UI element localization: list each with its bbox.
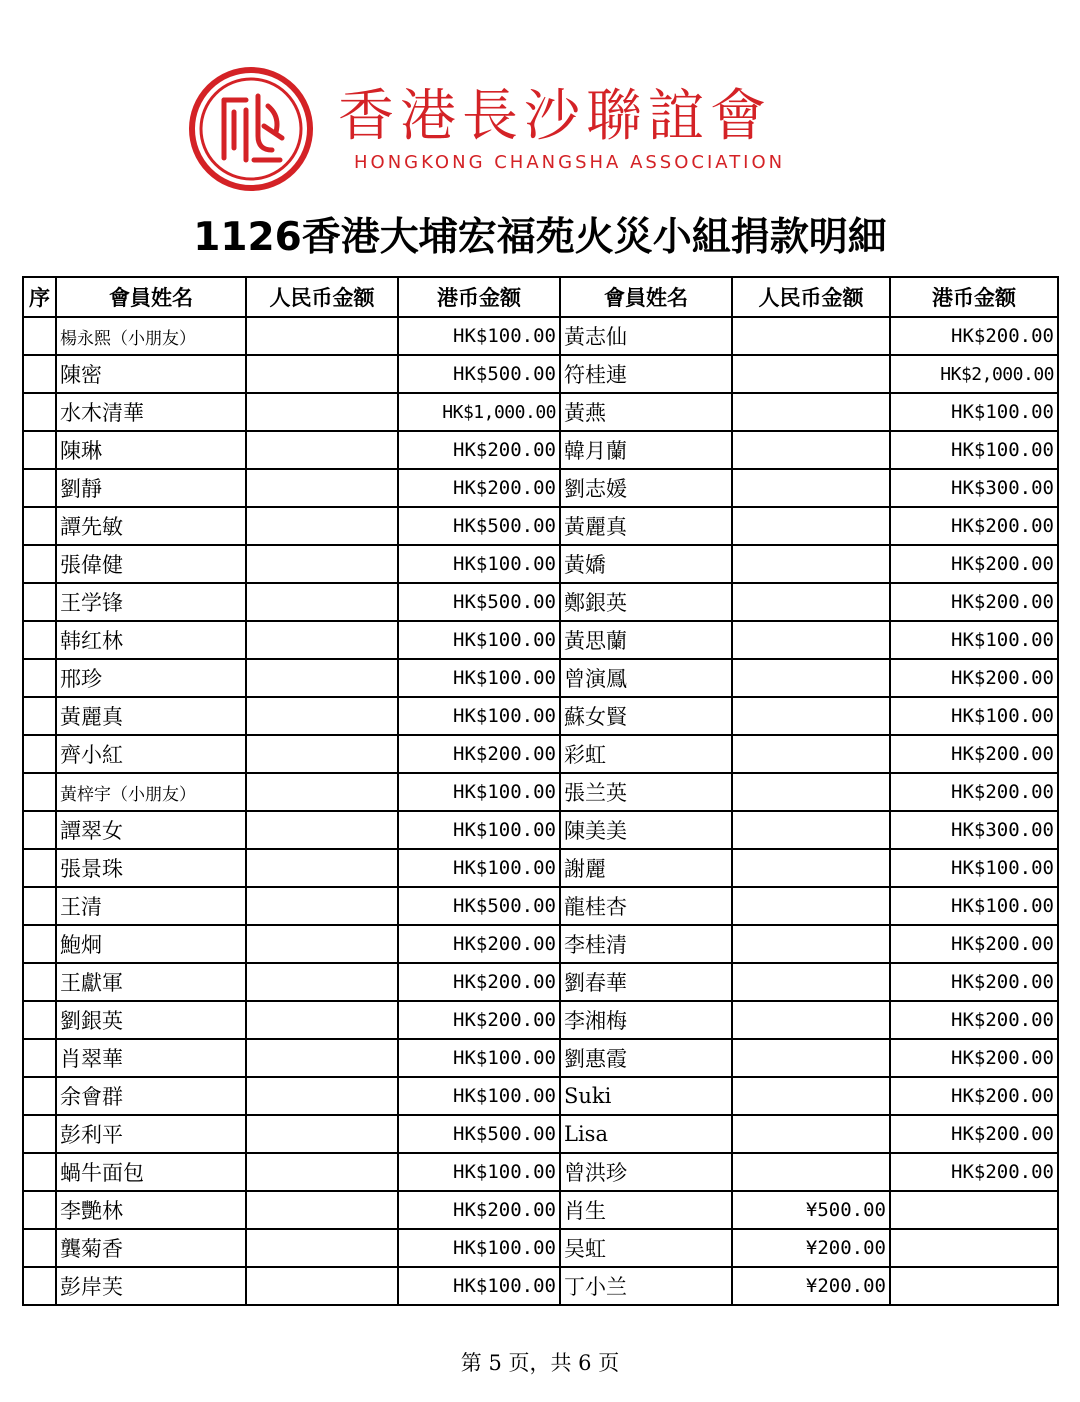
cell-hkd-amount-2: HK$300.00 [890,811,1058,849]
table-header-row [23,277,1058,317]
cell-hkd-amount-2: HK$200.00 [890,1077,1058,1115]
cell-member-name: 彭岸芙 [56,1267,246,1305]
cell-member-name: 黃梓宇（小朋友） [56,773,246,811]
cell-rmb-amount-2 [732,545,890,583]
cell-hkd-amount-2: HK$200.00 [890,545,1058,583]
cell-rmb-amount [246,355,398,393]
cell-rmb-amount [246,431,398,469]
cell-member-name-2: 劉春華 [560,963,732,1001]
table-row [23,545,1058,583]
cell-hkd-amount: HK$100.00 [398,697,560,735]
org-name-chinese: 香港長沙聯誼會 [338,84,772,149]
cell-hkd-amount: HK$500.00 [398,355,560,393]
cell-member-name: 鮑炯 [56,925,246,963]
table-row [23,697,1058,735]
cell-rmb-amount [246,849,398,887]
cell-seq [23,849,56,887]
cell-member-name-2: 李湘梅 [560,1001,732,1039]
cell-rmb-amount-2 [732,659,890,697]
cell-hkd-amount: HK$100.00 [398,849,560,887]
cell-rmb-amount [246,963,398,1001]
cell-member-name-2: 丁小兰 [560,1267,732,1305]
cell-hkd-amount-2: HK$200.00 [890,1115,1058,1153]
cell-rmb-amount-2 [732,355,890,393]
table-row [23,583,1058,621]
cell-member-name-2: 韓月蘭 [560,431,732,469]
cell-member-name: 楊永熙（小朋友） [56,317,246,355]
cell-rmb-amount-2 [732,887,890,925]
cell-rmb-amount [246,469,398,507]
table-row [23,963,1058,1001]
cell-seq [23,469,56,507]
cell-rmb-amount-2 [732,773,890,811]
cell-hkd-amount: HK$100.00 [398,1077,560,1115]
cell-member-name: 彭利平 [56,1115,246,1153]
table-row [23,469,1058,507]
table-row [23,507,1058,545]
cell-hkd-amount: HK$500.00 [398,583,560,621]
cell-hkd-amount-2: HK$100.00 [890,393,1058,431]
cell-rmb-amount-2 [732,1039,890,1077]
cell-rmb-amount-2 [732,431,890,469]
cell-member-name: 李艷林 [56,1191,246,1229]
cell-hkd-amount-2: HK$200.00 [890,659,1058,697]
cell-seq [23,925,56,963]
cell-hkd-amount-2: HK$300.00 [890,469,1058,507]
cell-hkd-amount: HK$100.00 [398,1229,560,1267]
cell-member-name: 水木清華 [56,393,246,431]
cell-rmb-amount-2 [732,735,890,773]
cell-member-name-2: Suki [560,1077,732,1115]
page-number: 第 5 页，共 6 页 [460,1351,620,1375]
cell-rmb-amount [246,545,398,583]
cell-seq [23,1077,56,1115]
cell-rmb-amount-2 [732,1115,890,1153]
cell-member-name: 韩红林 [56,621,246,659]
cell-rmb-amount [246,735,398,773]
table-row [23,1191,1058,1229]
cell-hkd-amount-2: HK$200.00 [890,583,1058,621]
cell-rmb-amount [246,1077,398,1115]
column-header-rmb-amount: 人民币金额 [246,277,398,317]
cell-rmb-amount-2: ¥200.00 [732,1229,890,1267]
cell-hkd-amount-2: HK$200.00 [890,735,1058,773]
cell-hkd-amount-2: HK$100.00 [890,431,1058,469]
cell-seq [23,317,56,355]
cell-seq [23,1039,56,1077]
cell-hkd-amount: HK$100.00 [398,317,560,355]
table-row [23,735,1058,773]
cell-rmb-amount [246,697,398,735]
cell-rmb-amount [246,1267,398,1305]
cell-seq [23,659,56,697]
cell-seq [23,697,56,735]
cell-hkd-amount: HK$100.00 [398,659,560,697]
cell-member-name: 余會群 [56,1077,246,1115]
cell-rmb-amount [246,1229,398,1267]
table-row [23,621,1058,659]
cell-member-name: 張景珠 [56,849,246,887]
cell-rmb-amount-2 [732,583,890,621]
cell-hkd-amount: HK$100.00 [398,545,560,583]
table-row [23,1229,1058,1267]
cell-member-name: 陳琳 [56,431,246,469]
cell-hkd-amount: HK$200.00 [398,963,560,1001]
cell-rmb-amount-2 [732,1001,890,1039]
cell-hkd-amount: HK$100.00 [398,1153,560,1191]
cell-rmb-amount [246,887,398,925]
cell-member-name-2: 肖生 [560,1191,732,1229]
cell-member-name-2: 謝麗 [560,849,732,887]
cell-member-name-2: 曾洪珍 [560,1153,732,1191]
cell-member-name-2: 曾演鳳 [560,659,732,697]
cell-member-name-2: 龍桂杏 [560,887,732,925]
table-row [23,1153,1058,1191]
cell-hkd-amount-2: HK$100.00 [890,697,1058,735]
cell-hkd-amount: HK$100.00 [398,621,560,659]
cell-hkd-amount-2: HK$200.00 [890,1001,1058,1039]
cell-hkd-amount: HK$200.00 [398,431,560,469]
cell-member-name-2: Lisa [560,1115,732,1153]
cell-member-name: 譚翠女 [56,811,246,849]
cell-rmb-amount-2: ¥500.00 [732,1191,890,1229]
org-name-english: HONGKONG CHANGSHA ASSOCIATION [354,152,786,173]
cell-member-name-2: 黃志仙 [560,317,732,355]
cell-seq [23,393,56,431]
cell-rmb-amount [246,1153,398,1191]
column-header-member-name: 會員姓名 [56,277,246,317]
cell-member-name: 劉靜 [56,469,246,507]
table-row [23,849,1058,887]
cell-member-name-2: 陳美美 [560,811,732,849]
cell-member-name-2: 劉志媛 [560,469,732,507]
cell-hkd-amount-2 [890,1229,1058,1267]
cell-seq [23,735,56,773]
table-row [23,1115,1058,1153]
cell-hkd-amount-2: HK$200.00 [890,925,1058,963]
cell-rmb-amount-2: ¥200.00 [732,1267,890,1305]
cell-member-name-2: 黃麗真 [560,507,732,545]
cell-rmb-amount-2 [732,1153,890,1191]
cell-seq [23,431,56,469]
cell-member-name: 王獻軍 [56,963,246,1001]
cell-hkd-amount: HK$500.00 [398,887,560,925]
cell-member-name: 黃麗真 [56,697,246,735]
column-header-hkd-amount-2: 港币金额 [890,277,1058,317]
cell-seq [23,1267,56,1305]
cell-hkd-amount: HK$200.00 [398,469,560,507]
cell-rmb-amount-2 [732,1077,890,1115]
cell-rmb-amount-2 [732,849,890,887]
cell-member-name: 邢珍 [56,659,246,697]
cell-hkd-amount-2: HK$100.00 [890,849,1058,887]
cell-hkd-amount-2: HK$200.00 [890,1039,1058,1077]
cell-seq [23,621,56,659]
table-row [23,1039,1058,1077]
cell-hkd-amount-2: HK$200.00 [890,773,1058,811]
cell-rmb-amount [246,811,398,849]
column-header-seq: 序 [23,277,56,317]
association-logo-icon [188,66,314,192]
cell-member-name-2: 符桂連 [560,355,732,393]
table-row [23,1001,1058,1039]
cell-rmb-amount [246,1039,398,1077]
cell-rmb-amount [246,317,398,355]
table-row [23,393,1058,431]
cell-hkd-amount: HK$200.00 [398,925,560,963]
cell-hkd-amount-2: HK$200.00 [890,507,1058,545]
cell-rmb-amount-2 [732,507,890,545]
cell-rmb-amount-2 [732,621,890,659]
cell-rmb-amount [246,659,398,697]
donation-table [22,276,1059,1306]
cell-rmb-amount [246,773,398,811]
cell-hkd-amount-2 [890,1191,1058,1229]
cell-hkd-amount: HK$200.00 [398,735,560,773]
column-header-hkd-amount: 港币金额 [398,277,560,317]
cell-rmb-amount [246,393,398,431]
table-row [23,355,1058,393]
cell-rmb-amount-2 [732,317,890,355]
cell-hkd-amount: HK$100.00 [398,773,560,811]
cell-hkd-amount-2: HK$100.00 [890,887,1058,925]
cell-member-name: 龔菊香 [56,1229,246,1267]
cell-rmb-amount-2 [732,963,890,1001]
cell-member-name-2: 黃思蘭 [560,621,732,659]
cell-rmb-amount-2 [732,811,890,849]
cell-hkd-amount-2: HK$2,000.00 [890,355,1058,393]
table-row [23,773,1058,811]
cell-seq [23,811,56,849]
cell-seq [23,773,56,811]
cell-rmb-amount-2 [732,469,890,507]
table-row [23,431,1058,469]
cell-member-name: 陳密 [56,355,246,393]
cell-seq [23,1115,56,1153]
cell-seq [23,1153,56,1191]
cell-hkd-amount-2: HK$200.00 [890,317,1058,355]
cell-member-name-2: 鄭銀英 [560,583,732,621]
cell-seq [23,507,56,545]
cell-hkd-amount-2: HK$100.00 [890,621,1058,659]
cell-seq [23,1001,56,1039]
cell-member-name-2: 蘇女賢 [560,697,732,735]
cell-rmb-amount [246,1191,398,1229]
cell-member-name-2: 彩虹 [560,735,732,773]
cell-rmb-amount [246,925,398,963]
cell-seq [23,355,56,393]
cell-rmb-amount [246,1115,398,1153]
column-header-rmb-amount-2: 人民币金额 [732,277,890,317]
cell-hkd-amount: HK$200.00 [398,1001,560,1039]
cell-rmb-amount-2 [732,393,890,431]
cell-hkd-amount: HK$100.00 [398,1267,560,1305]
cell-member-name-2: 黃嬌 [560,545,732,583]
cell-hkd-amount-2: HK$200.00 [890,963,1058,1001]
cell-hkd-amount: HK$100.00 [398,811,560,849]
cell-hkd-amount-2: HK$200.00 [890,1153,1058,1191]
cell-member-name: 王清 [56,887,246,925]
cell-member-name-2: 劉惠霞 [560,1039,732,1077]
cell-seq [23,1191,56,1229]
cell-rmb-amount [246,583,398,621]
cell-seq [23,545,56,583]
cell-member-name-2: 吴虹 [560,1229,732,1267]
cell-seq [23,1229,56,1267]
cell-seq [23,887,56,925]
cell-hkd-amount: HK$200.00 [398,1191,560,1229]
cell-member-name-2: 黃燕 [560,393,732,431]
cell-member-name: 蝸牛面包 [56,1153,246,1191]
cell-hkd-amount-2 [890,1267,1058,1305]
cell-member-name-2: 張兰英 [560,773,732,811]
cell-rmb-amount-2 [732,925,890,963]
cell-member-name: 劉銀英 [56,1001,246,1039]
table-row [23,1267,1058,1305]
cell-hkd-amount: HK$1,000.00 [398,393,560,431]
cell-member-name: 譚先敏 [56,507,246,545]
cell-hkd-amount: HK$500.00 [398,507,560,545]
cell-member-name-2: 李桂清 [560,925,732,963]
cell-rmb-amount [246,621,398,659]
cell-rmb-amount [246,1001,398,1039]
table-row [23,1077,1058,1115]
cell-member-name: 齊小紅 [56,735,246,773]
cell-seq [23,583,56,621]
cell-rmb-amount-2 [732,697,890,735]
cell-member-name: 王学锋 [56,583,246,621]
cell-member-name: 肖翠華 [56,1039,246,1077]
column-header-member-name-2: 會員姓名 [560,277,732,317]
cell-hkd-amount: HK$500.00 [398,1115,560,1153]
cell-seq [23,963,56,1001]
cell-rmb-amount [246,507,398,545]
table-row [23,811,1058,849]
table-row [23,925,1058,963]
document-title: 1126香港大埔宏福苑火災小組捐款明細 [193,215,887,260]
table-row [23,317,1058,355]
cell-member-name: 張偉健 [56,545,246,583]
cell-hkd-amount: HK$100.00 [398,1039,560,1077]
table-row [23,887,1058,925]
table-row [23,659,1058,697]
